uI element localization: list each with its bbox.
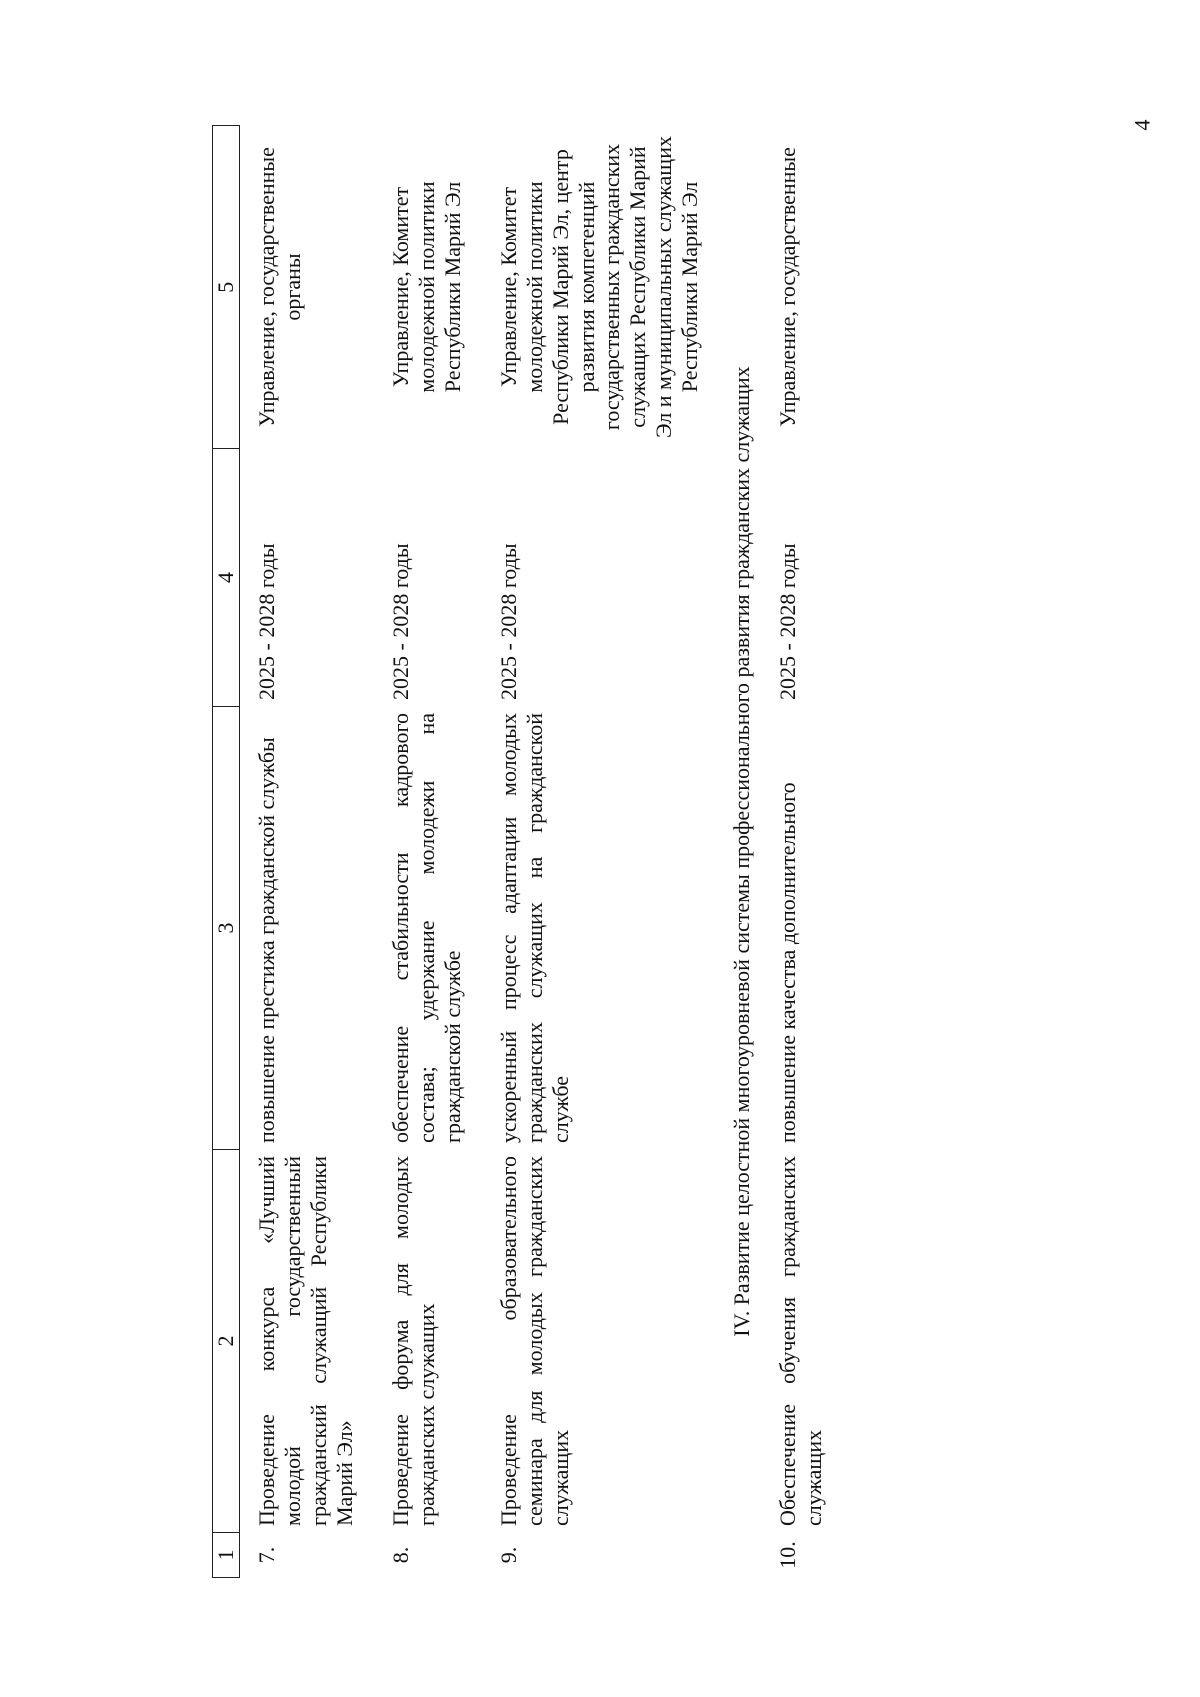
event-cell: Проведение образовательного семинара для молодых гражданских служащих xyxy=(495,1156,573,1526)
column-header-2: 2 xyxy=(213,1150,240,1533)
period-cell: 2025 - 2028 годы xyxy=(387,543,413,700)
column-header-5: 5 xyxy=(213,126,240,449)
executor-cell: Управление, государственные xyxy=(775,147,801,427)
action-plan-table xyxy=(212,126,843,1579)
column-header-4: 4 xyxy=(213,449,240,707)
event-cell: Проведение конкурса «Лучший молодой государственный гражданский служащий Республики Марий Эл» xyxy=(254,1156,357,1526)
row-number: 10. xyxy=(775,1541,801,1569)
column-header-1: 1 xyxy=(213,1533,240,1578)
table-row xyxy=(374,126,482,1578)
row-number: 8. xyxy=(387,1546,413,1564)
event-cell: Проведение форума для молодых гражданских служащих xyxy=(387,1156,439,1526)
executor-cell: Управление, государственные органы xyxy=(254,147,305,427)
table-row xyxy=(240,126,374,1578)
result-cell: ускоренный процесс адаптации молодых гражданских служащих на гражданской службе xyxy=(495,713,573,1143)
period-cell: 2025 - 2028 годы xyxy=(775,543,801,700)
row-number: 7. xyxy=(254,1546,279,1564)
executor-cell: Управление, Комитет молодежной политики Республики Марий Эл xyxy=(387,181,465,393)
section-title: IV. Развитие целостной многоуровневой системы профессионального развития гражданских служащих xyxy=(729,366,755,1337)
event-cell: Обеспечение обучения гражданских служащих xyxy=(775,1156,827,1526)
result-cell: повышение престижа гражданской службы xyxy=(254,737,279,1143)
rotated-table-container xyxy=(212,118,952,1578)
table-row xyxy=(761,126,843,1578)
column-header-3: 3 xyxy=(213,707,240,1150)
row-number: 9. xyxy=(495,1546,521,1564)
table-header-row xyxy=(213,126,240,1578)
period-cell: 2025 - 2028 годы xyxy=(495,543,521,700)
page-number: 4 xyxy=(1129,119,1155,131)
result-cell: обеспечение стабильности кадрового состава; удержание молодежи на гражданской службе xyxy=(387,713,465,1143)
section-heading-row xyxy=(719,126,761,1578)
result-cell: повышение качества дополнительного xyxy=(775,782,801,1143)
executor-cell: Управление, Комитет молодежной политики Республики Марий Эл, центр развития компетенций государственных гражданских служащих Республики Марий Эл и муниципальных служащих Республики Марий Эл xyxy=(495,136,703,438)
period-cell: 2025 - 2028 годы xyxy=(254,543,279,700)
table-row xyxy=(482,126,720,1578)
